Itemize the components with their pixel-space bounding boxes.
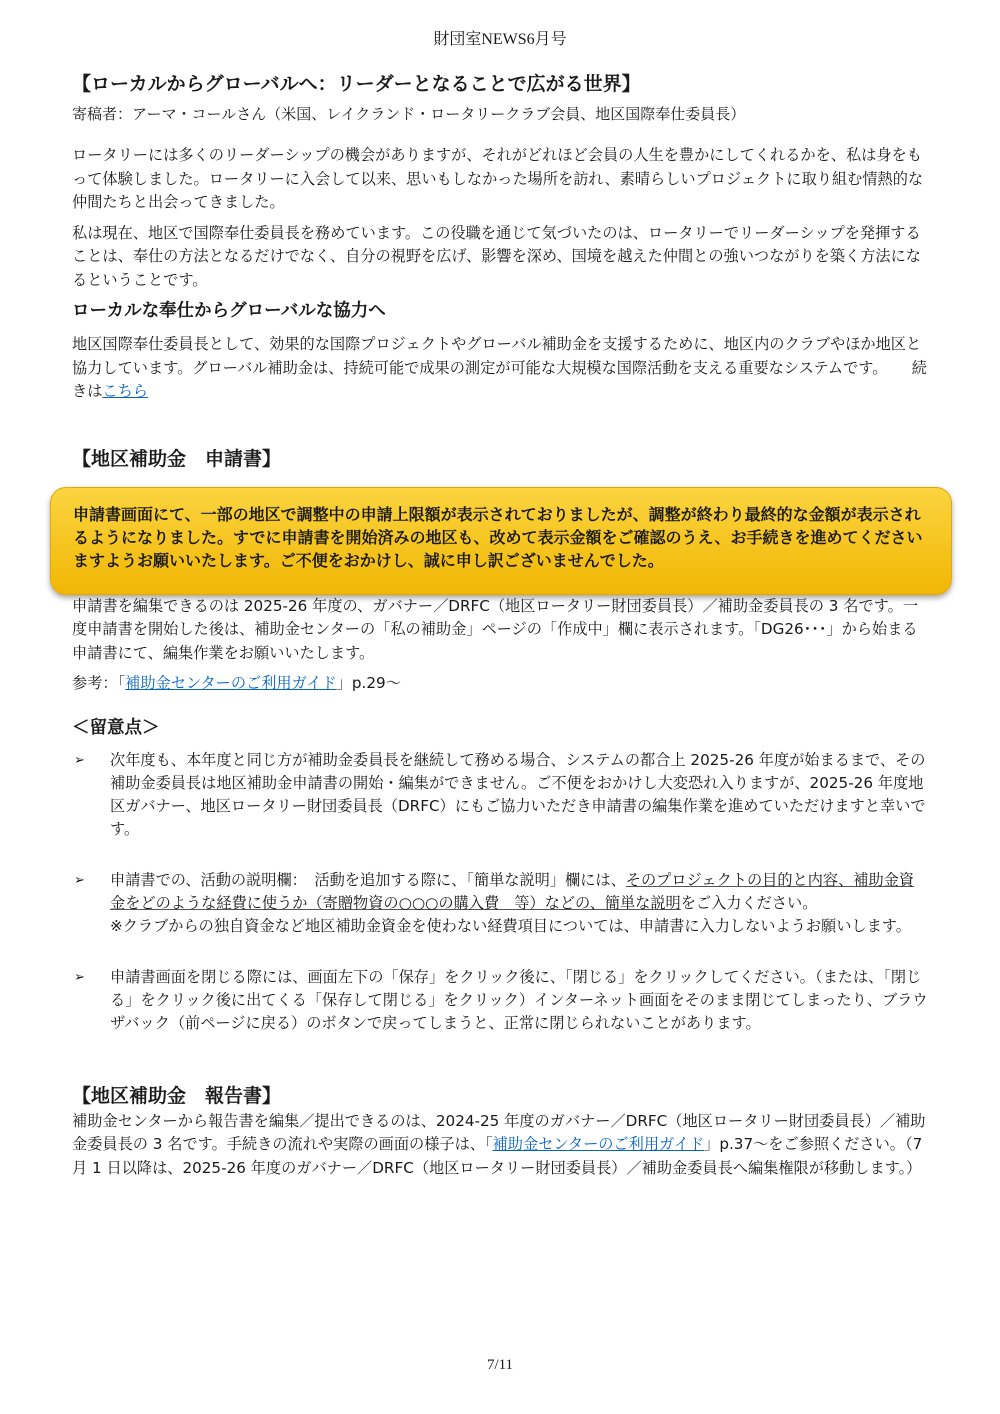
list-item [72,869,928,938]
article-paragraph-continued [72,333,928,404]
arrow-bullet-icon [74,869,85,892]
article-paragraph: 私は現在、地区で国際奉仕委員長を務めています。この役職を通じて気づいたのは、ロータリーでリーダーシップを発揮することは、奉仕の方法となるだけでなく、自分の視野を広げ、影響を深め、国境を越えた仲間との強いつながりを築く方法になるということです。 [72,223,921,289]
point-text: 次年度も、本年度と同じ方が補助金委員長を継続して務める場合、システムの都合上 2025-26 年度が始まるまで、その補助金委員長は地区補助金申請書の開始・編集ができません。ご不便をおかけし大変恐れ入りますが、2025-26 年度地区ガバナー、地区ロータリー財団委員長（DRFC）にもご協力いただき申請書の編集作業を進めていただけますと幸いです。 [110,750,926,838]
article-subheading: ローカルな奉仕からグローバルな協力へ [72,301,386,321]
notice-box: 申請書画面にて、一部の地区で調整中の申請上限額が表示されておりましたが、調整が終わり最終的な金額が表示されるようになりました。すでに申請書を開始済みの地区も、改めて表示金額をご確認のうえ、お手続きを進めてくださいますようお願いいたします。ご不便をおかけし、誠に申し訳ございませんでした。 [50,487,952,595]
reference-line [72,672,928,696]
read-more-link[interactable]: こちら [102,382,148,400]
arrow-bullet-icon [74,749,85,772]
report-guide-link[interactable]: 補助金センターのご利用ガイド [492,1135,705,1153]
list-item [72,749,928,841]
read-more-label: 続きは [72,358,927,400]
page-content [72,71,928,1187]
application-title: 【地区補助金 申請書】 [72,447,282,470]
newsletter-header: 財団室NEWS6月号 [433,31,567,48]
article-paragraph: ロータリーには多くのリーダーシップの機会がありますが、それがどれほど会員の人生を豊かにしてくれるかを、私は身をもって体験しました。ロータリーに入会して以来、思いもしなかった場所を訪れ、素晴らしいプロジェクトに取り組む情熱的な仲間たちと出会ってきました。 [72,146,924,211]
point-text: 申請書画面を閉じる際には、画面左下の「保存」をクリック後に、「閉じる」をクリックしてください。（または、「閉じる」をクリック後に出てくる「保存して閉じる」をクリック）インターネット画面をそのまま閉じてしまったり、ブラウザバック（前ページに戻る）のボタンで戻ってしまうと、正常に閉じられないことがあります。 [110,967,928,1032]
report-paragraph [72,1110,928,1181]
report-text: 補助金センターから報告書を編集／提出できるのは、2024-25 年度のガバナー／DRFC（地区ロータリー財団委員長）／補助金委員長の 3 名です。手続きの流れや実際の画面の様子は、「 [72,1111,926,1153]
point-text: 申請書での、活動の説明欄： 活動を追加する際に、「簡単な説明」欄には、 [110,870,626,889]
contributor-line: 寄稿者：アーマ・コールさん（米国、レイクランド・ロータリークラブ会員、地区国際奉仕委員長） [72,105,746,123]
report-title: 【地区補助金 報告書】 [72,1084,282,1107]
article-title: 【ローカルからグローバルへ：リーダーとなることで広がる世界】 [72,73,641,95]
points-heading: ＜留意点＞ [72,717,160,738]
arrow-bullet-icon [74,966,85,989]
application-section [72,446,928,1035]
article-paragraph-text: 地区国際奉仕委員長として、効果的な国際プロジェクトやグローバル補助金を支援するために、地区内のクラブやほか地区と協力しています。グローバル補助金は、持続可能で成果の測定が可能な大規模な国際活動を支える重要なシステムです。 [72,335,922,377]
point-underlined-text: そのプロジェクトの目的と内容、補助金資金をどのような経費に使うか（寄贈物資の○○○の購入費 等）などの、簡単な説明 [110,870,915,912]
report-text: 」p.37～をご参照ください。（7 月 1 日以降は、2025-26 年度のガバナー／DRFC（地区ロータリー財団委員長）／補助金委員長へ編集権限が移動します。） [72,1135,923,1177]
points-list [72,749,928,1035]
application-paragraph: 申請書を編集できるのは 2025-26 年度の、ガバナー／DRFC（地区ロータリー財団委員長）／補助金委員長の 3 名です。一度申請書を開始した後は、補助金センターの「私の補助金」ページの「作成中」欄に表示されます。「DG26･･･」から始まる申請書にて、編集作業をお願いいたします。 [72,596,919,662]
point-text: をご入力ください。 [680,893,818,912]
page-number: 7/11 [486,1357,514,1373]
guide-link[interactable]: 補助金センターのご利用ガイド [125,674,337,692]
reference-suffix: 」p.29～ [336,674,401,692]
report-section [72,1083,928,1181]
point-note: ※クラブからの独自資金など地区補助金資金を使わない経費項目については、申請書に入力しないようお願いします。 [110,916,911,935]
list-item [72,966,928,1035]
reference-prefix: 参考：「 [72,674,126,692]
article-section [72,71,928,404]
